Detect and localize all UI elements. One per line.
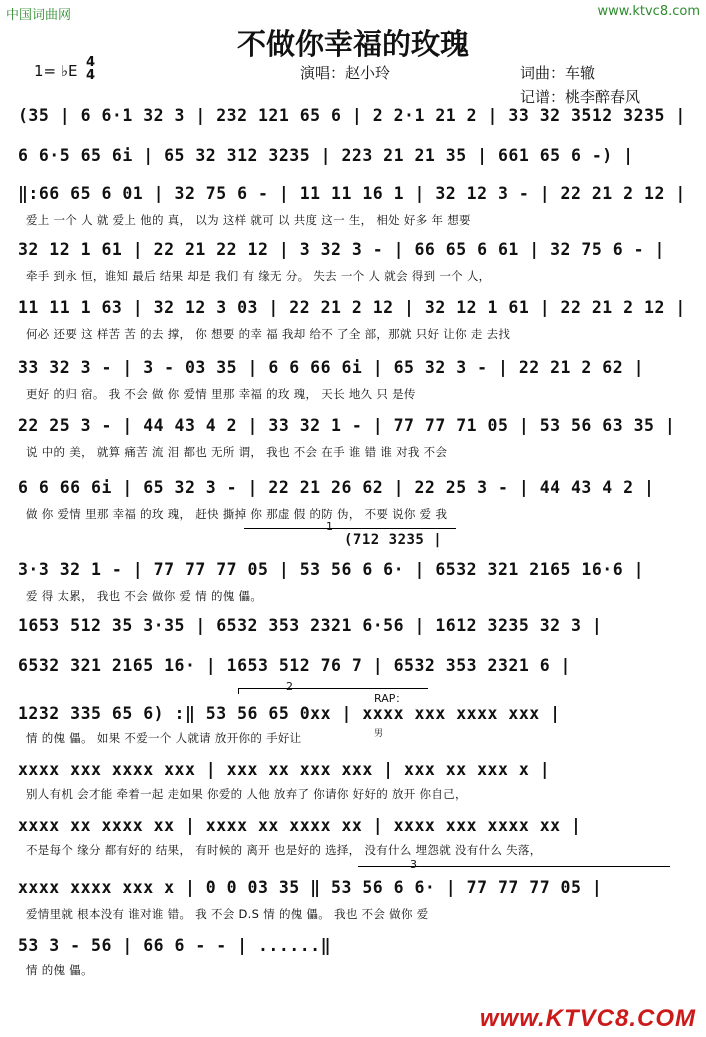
- volta-1-line: [244, 528, 456, 529]
- notation-row-13: xxxx xxx xxxx xxx | xxx xx xxx xxx | xxx xx xxx x |: [18, 760, 551, 779]
- lyric-row-13: 别人有机 会才能 牵着一起 走如果 你爱的 人他 放弃了 你请你 好好的 放开 你自己，: [26, 787, 467, 801]
- notation-row-10: 1653 512 35 3·35 | 6532 353 2321 6·56 | 1612 3235 32 3 |: [18, 616, 603, 635]
- male-voice-mark: 男: [374, 729, 384, 739]
- interlude-start: (712 3235 |: [344, 532, 443, 548]
- notation-row-15: xxxx xxxx xxx x | 0 0 03 35 ‖ 53 56 6 6· | 77 77 77 05 |: [18, 878, 603, 897]
- notation-row-6: 33 32 3 - | 3 - 03 35 | 6 6 66 6i | 65 32 3 - | 22 21 2 62 |: [18, 358, 645, 377]
- notation-row-1: (35 | 6 6·1 32 3 | 232 121 65 6 | 2 2·1 21 2 | 33 32 3512 3235 |: [18, 106, 686, 125]
- key-signature: 1= ♭E: [34, 62, 78, 80]
- transcriber-credit: 记谱：桃李醉春风: [520, 88, 641, 106]
- time-signature-top: 4: [86, 55, 96, 70]
- notation-row-7: 22 25 3 - | 44 43 4 2 | 33 32 1 - | 77 77 71 05 | 53 56 63 35 |: [18, 416, 676, 435]
- notation-row-5: 11 11 1 63 | 32 12 3 03 | 22 21 2 12 | 32 12 1 61 | 22 21 2 12 |: [18, 298, 686, 317]
- volta-3-line: [358, 866, 670, 867]
- singer-credit: 演唱：赵小玲: [300, 64, 391, 82]
- lyric-row-8: 做 你 爱情 里那 幸福 的玫 瑰， 赶快 撕掉 你 那虚 假 的防 伪， 不要 说你 爱 我: [26, 507, 448, 521]
- notation-row-2: 6 6·5 65 6i | 65 32 312 3235 | 223 21 21 35 | 661 65 6 -) |: [18, 146, 634, 165]
- lyric-row-9: 爱 得 太累， 我也 不会 做你 爱 情 的傀 儡。: [26, 589, 263, 603]
- volta-2-tick: [238, 688, 239, 694]
- volta-1-label: 1: [326, 520, 333, 533]
- lyric-row-7: 说 中的 美， 就算 痛苦 流 泪 都也 无所 谓， 我也 不会 在手 谁 错 谁 对我 不会: [26, 445, 448, 459]
- volta-2-line: [238, 688, 428, 689]
- lyric-row-15: 爱情里就 根本没有 谁对谁 错。 我 不会 D.S 情 的傀 儡。 我也 不会 做你 爱: [26, 907, 429, 921]
- watermark-url: www.KTVC8.COM: [479, 1005, 696, 1032]
- time-signature-bottom: 4: [86, 68, 96, 83]
- volta-2-label: 2: [286, 680, 293, 693]
- composer-credit: 词曲：车辙: [520, 64, 596, 82]
- song-title: 不做你幸福的玫瑰: [236, 27, 469, 61]
- notation-row-3: ‖:66 65 6 01 | 32 75 6 - | 11 11 16 1 | 32 12 3 - | 22 21 2 12 |: [18, 184, 686, 203]
- site-url-top-right: www.ktvc8.com: [597, 4, 700, 19]
- notation-row-14: xxxx xx xxxx xx | xxxx xx xxxx xx | xxxx xxx xxxx xx |: [18, 816, 582, 835]
- lyric-row-12: 情 的傀 儡。 如果 不爱一个 人就请 放开你的 手好让: [26, 731, 302, 745]
- site-name-top-left: 中国词曲网: [6, 8, 72, 23]
- lyric-row-16: 情 的傀 儡。: [26, 963, 93, 977]
- time-signature: [86, 56, 95, 82]
- notation-row-12: 1232 335 65 6) :‖ 53 56 65 0xx | xxxx xxx xxxx xxx |: [18, 704, 561, 723]
- volta-3-label: 3: [410, 858, 417, 871]
- notation-row-8: 6 6 66 6i | 65 32 3 - | 22 21 26 62 | 22 25 3 - | 44 43 4 2 |: [18, 478, 655, 497]
- rap-label: RAP：: [374, 692, 407, 705]
- notation-row-9: 3·3 32 1 - | 77 77 77 05 | 53 56 6 6· | 6532 321 2165 16·6 |: [18, 560, 645, 579]
- lyric-row-5: 何必 还要 这 样苦 苦 的去 撑， 你 想要 的幸 福 我却 给不 了全 部，那就 只好 让你 走 去找: [26, 327, 511, 341]
- notation-row-4: 32 12 1 61 | 22 21 22 12 | 3 32 3 - | 66 65 6 61 | 32 75 6 - |: [18, 240, 665, 259]
- lyric-row-14: 不是每个 缘分 都有好的 结果， 有时候的 离开 也是好的 选择， 没有什么 埋怨就 没有什么 失落，: [26, 843, 542, 857]
- lyric-row-4: 牵手 到永 恒，谁知 最后 结果 却是 我们 有 缘无 分。 失去 一个 人 就会 得到 一个 人，: [26, 269, 491, 283]
- lyric-row-3: 爱上 一个 人 就 爱上 他的 真， 以为 这样 就可 以 共度 这一 生， 相处 好多 年 想要: [26, 213, 471, 227]
- notation-row-11: 6532 321 2165 16· | 1653 512 76 7 | 6532 353 2321 6 |: [18, 656, 571, 675]
- lyric-row-6: 更好 的归 宿。 我 不会 做 你 爱情 里那 幸福 的玫 瑰， 天长 地久 只 是传: [26, 387, 416, 401]
- notation-row-16: 53 3 - 56 | 66 6 - - | ......‖: [18, 936, 332, 955]
